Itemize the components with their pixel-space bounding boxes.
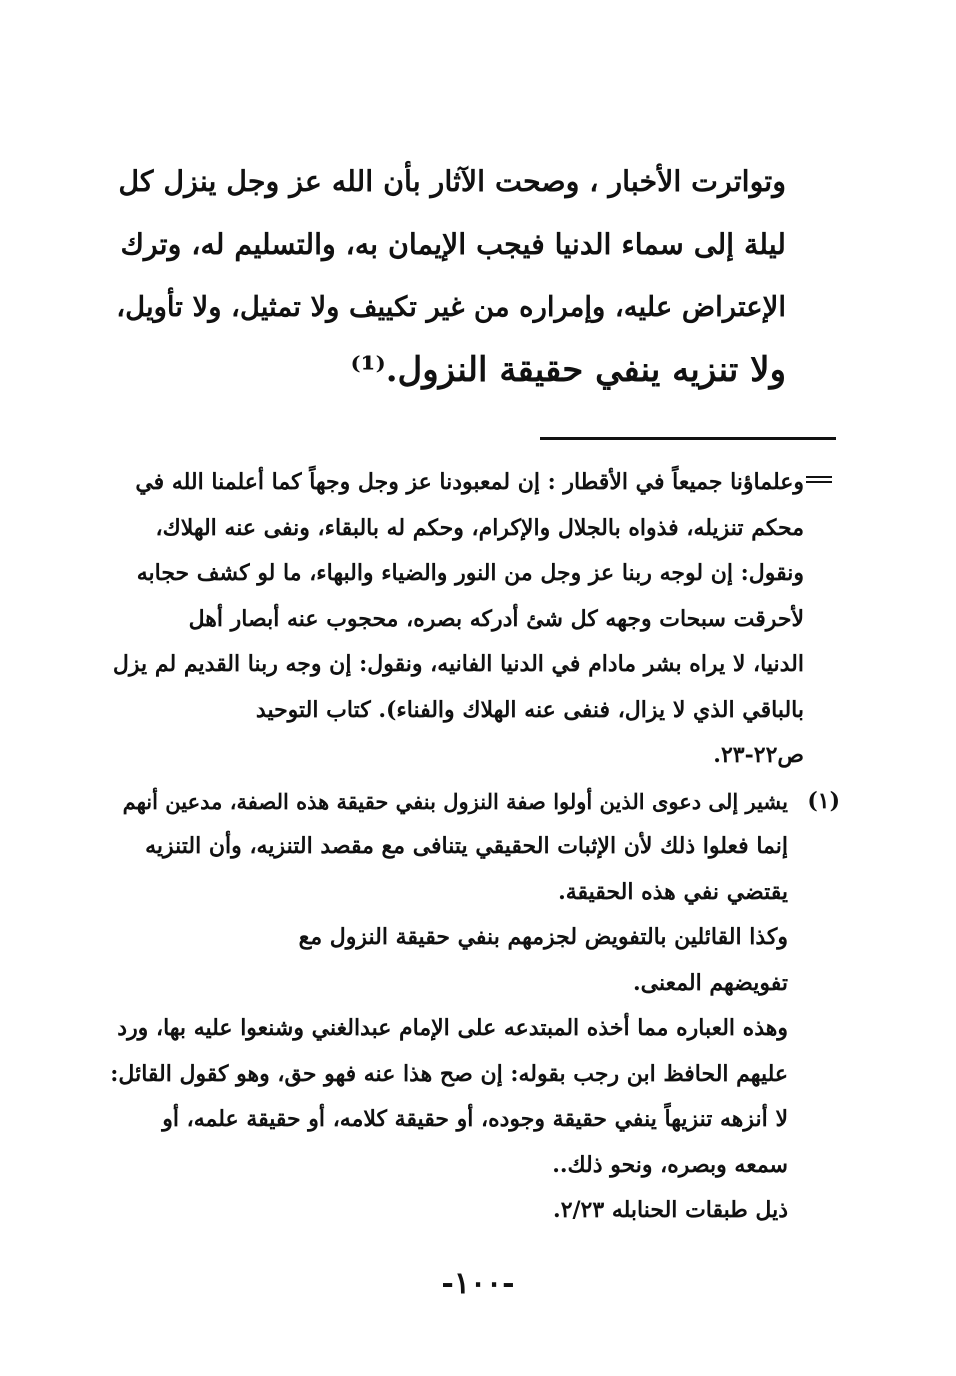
- footnote-line: وعلماؤنا جميعاً في الأقطار : إن لمعبودنا عز وجل وجهاً كما أعلمنا الله في: [135, 469, 804, 495]
- page-number: -١٠٠-: [441, 1266, 515, 1301]
- footnote-line: ص٢٢-٢٣.: [713, 742, 804, 768]
- footnote-line: يشير إلى دعوى الذين أولوا صفة النزول بنفي حقيقة هذه الصفة، مدعين أنهم: [122, 788, 788, 814]
- footnote-line: عليهم الحافظ ابن رجب بقوله: إن صح هذا عنه فهو حق، وهو كقول القائل:: [110, 1060, 788, 1087]
- main-text-line: الإعتراض عليه، وإمراره من غير تكييف ولا تمثيل، ولا تأويل،: [116, 291, 786, 323]
- footnote-line: تفويضهم المعنى.: [632, 969, 788, 996]
- footnote-line: ونقول: إن لوجه ربنا عز وجل من النور والضياء والبهاء، ما لو كشف حجابه: [136, 560, 804, 586]
- footnote-line: ذيل طبقات الحنابله ٢/٢٣.: [553, 1197, 788, 1223]
- footnote-line: بالباقي الذي لا يزال، فنفى عنه الهلاك والفناء). كتاب التوحيد: [255, 696, 804, 723]
- footnote-line: إنما فعلوا ذلك لأن الإثبات الحقيقي يتنافى مع مقصد التنزيه، وأن التنزيه: [145, 833, 788, 859]
- footnotes-section: [108, 460, 838, 1234]
- footnote-separator-rule: [540, 437, 836, 440]
- footnote-line: سمعه وبصره، ونحو ذلك..: [552, 1151, 788, 1178]
- main-text-line: ولا تنزيه ينفي حقيقة النزول.⁽¹⁾: [350, 350, 786, 390]
- footnote-line: لأحرقت سبحات وجهه كل شئ أدركه بصره، محجوب عنه أبصار أهل: [188, 605, 804, 632]
- footnote-line: محكم تنزيله، فذواه بالجلال والإكرام، وحكم له بالبقاء، ونفى عنه الهلاك،: [155, 514, 804, 541]
- main-text-line: ليلة إلى سماء الدنيا فيجب الإيمان به، والتسليم له، وترك: [120, 227, 786, 261]
- footnote-1: [108, 779, 838, 1234]
- main-text-line: وتواترت الأخبار ، وصحت الآثار بأن الله عز وجل ينزل كل: [118, 164, 786, 198]
- footnote-line: لا أنزهه تنزيهاً ينفي حقيقة وجوده، أو حقيقة كلامه، أو حقيقة علمه، أو: [162, 1106, 788, 1132]
- footnote-line: يقتضي نفي هذه الحقيقة.: [558, 878, 788, 905]
- main-paragraph: [110, 150, 786, 402]
- footnote-line: الدنيا، لا يراه بشر مادام في الدنيا الفانيه، ونقول: إن وجه ربنا القديم لم يزل: [112, 651, 804, 677]
- footnote-marker: (١): [807, 787, 840, 814]
- footnote-line: وهذه العباره مما أخذه المبتدعه على الإمام عبدالغني وشنعوا عليه بها، ورد: [117, 1015, 788, 1041]
- footnote-continuation: [108, 460, 838, 779]
- continuation-mark-icon: [806, 476, 832, 484]
- footnote-line: وكذا القائلين بالتفويض لجزمهم بنفي حقيقة النزول مع: [298, 924, 788, 950]
